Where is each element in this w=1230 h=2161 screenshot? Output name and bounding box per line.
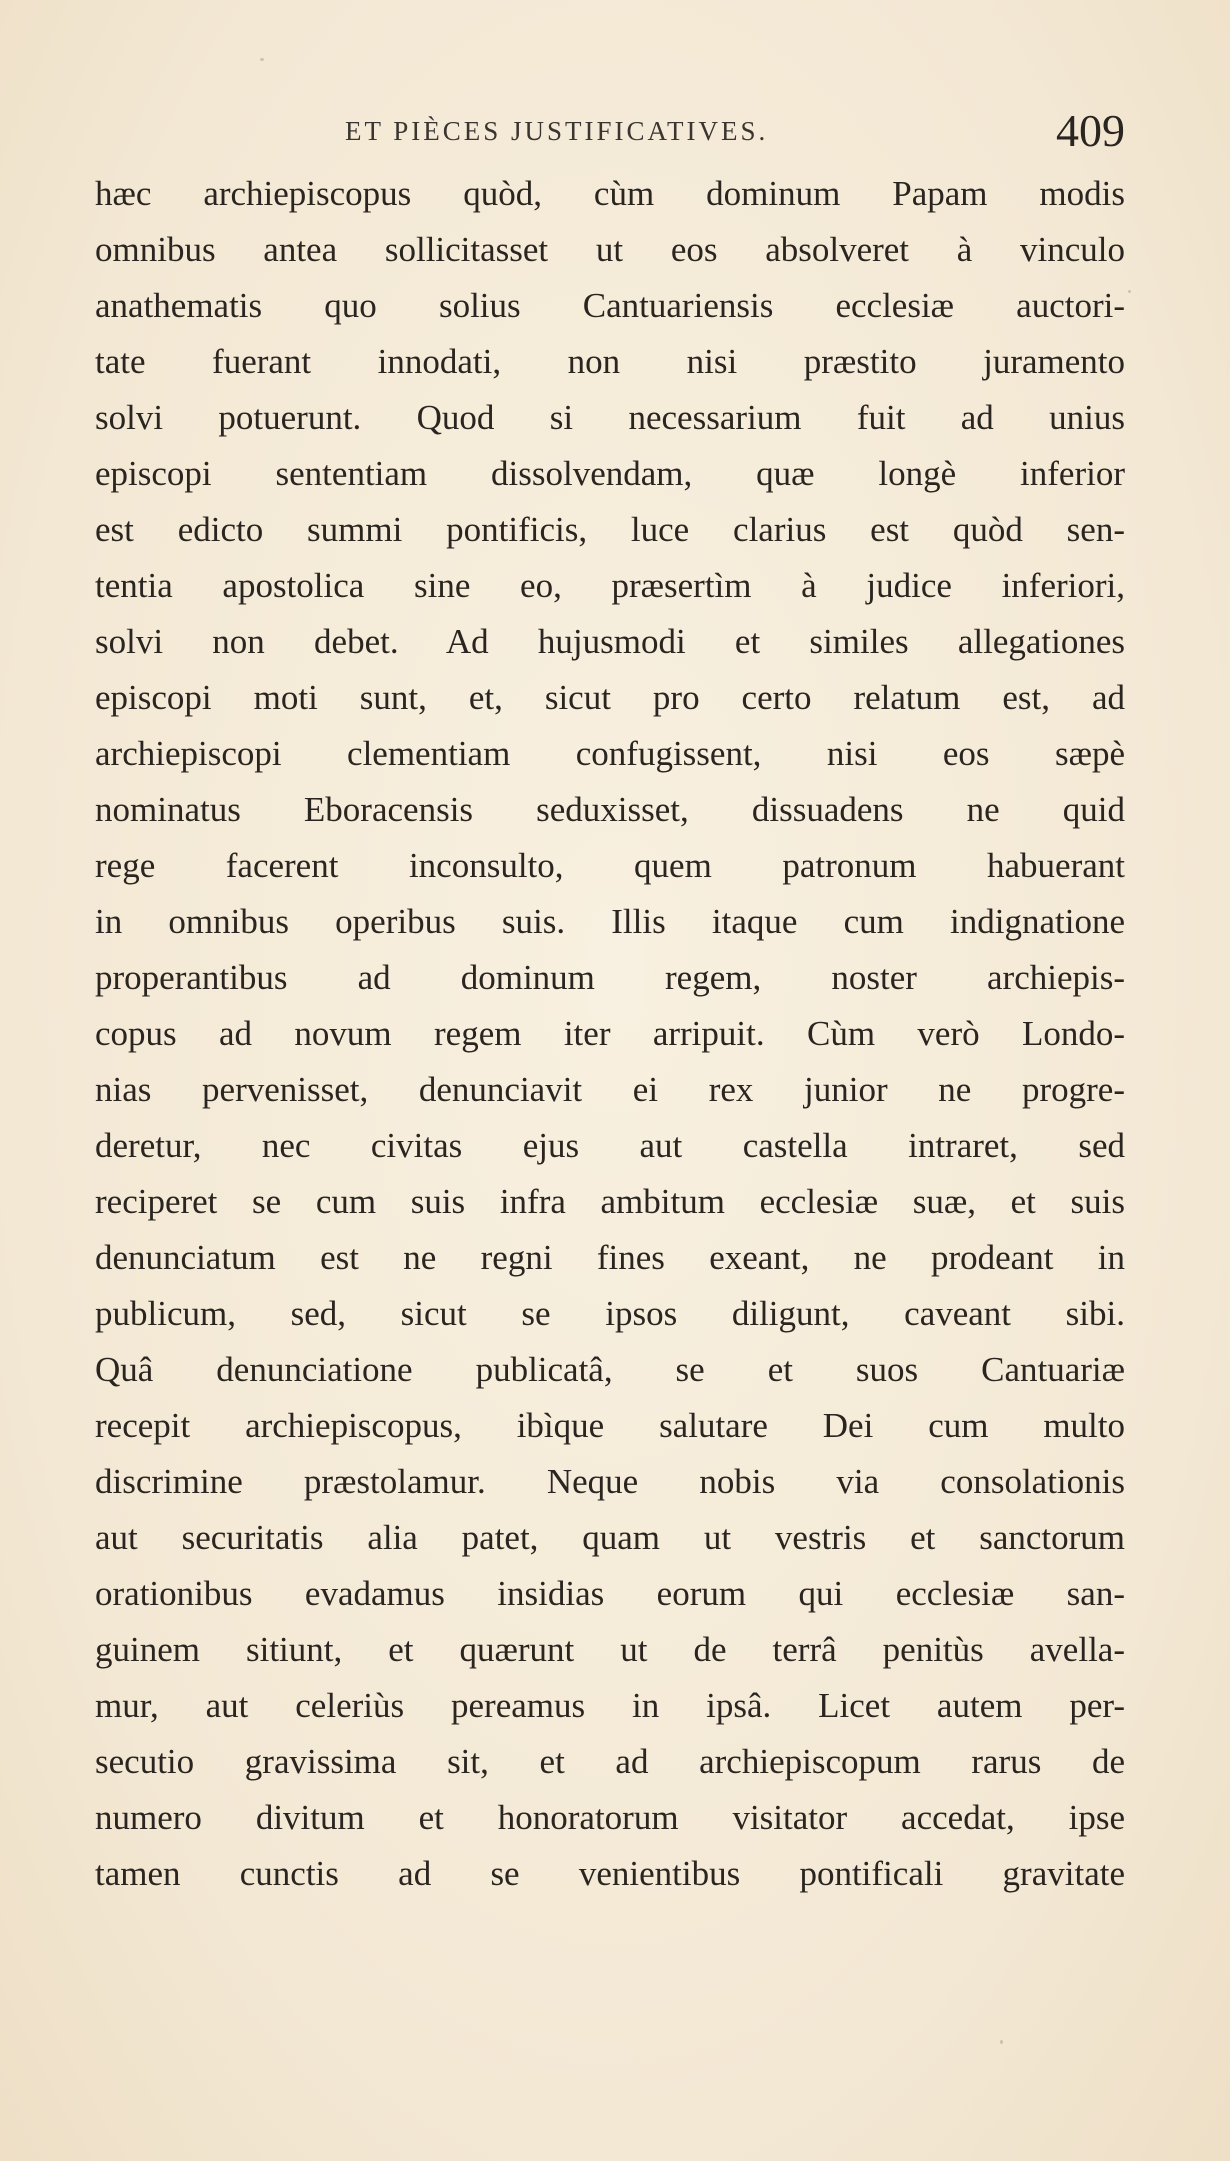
text-line: reciperet se cum suis infra ambitum ecclesiæ suæ, et suis	[95, 1182, 1125, 1221]
text-line: deretur, nec civitas ejus aut castella intraret, sed	[95, 1126, 1125, 1165]
paper-speck	[1128, 290, 1131, 293]
text-line: episcopi moti sunt, et, sicut pro certo relatum est, ad	[95, 678, 1125, 717]
body-text	[95, 166, 1125, 1902]
text-line: copus ad novum regem iter arripuit. Cùm verò Londo-	[95, 1014, 1125, 1053]
paper-speck	[260, 58, 264, 61]
text-line: tate fuerant innodati, non nisi præstito juramento	[95, 342, 1125, 381]
text-line: nominatus Eboracensis seduxisset, dissuadens ne quid	[95, 790, 1125, 829]
text-line: solvi potuerunt. Quod si necessarium fuit ad unius	[95, 398, 1125, 437]
text-line: denunciatum est ne regni fines exeant, ne prodeant in	[95, 1238, 1125, 1277]
text-line: nias pervenisset, denunciavit ei rex junior ne progre-	[95, 1070, 1125, 1109]
text-line: Quâ denunciatione publicatâ, se et suos Cantuariæ	[95, 1350, 1125, 1389]
text-line: rege facerent inconsulto, quem patronum habuerant	[95, 846, 1125, 885]
running-title: ET PIÈCES JUSTIFICATIVES.	[345, 116, 769, 146]
text-line: tamen cunctis ad se venientibus pontificali gravitate	[95, 1854, 1125, 1893]
paper-speck	[1000, 2040, 1003, 2044]
text-line: hæc archiepiscopus quòd, cùm dominum Papam modis	[95, 174, 1125, 213]
text-line: tentia apostolica sine eo, præsertìm à judice inferiori,	[95, 566, 1125, 605]
text-line: anathematis quo solius Cantuariensis ecclesiæ auctori-	[95, 286, 1125, 325]
text-line: mur, aut celeriùs pereamus in ipsâ. Licet autem per-	[95, 1686, 1125, 1725]
text-line: recepit archiepiscopus, ibìque salutare Dei cum multo	[95, 1406, 1125, 1445]
page-header	[95, 104, 1125, 164]
text-line: in omnibus operibus suis. Illis itaque cum indignatione	[95, 902, 1125, 941]
text-line: secutio gravissima sit, et ad archiepiscopum rarus de	[95, 1742, 1125, 1781]
text-line: solvi non debet. Ad hujusmodi et similes allegationes	[95, 622, 1125, 661]
text-line: orationibus evadamus insidias eorum qui ecclesiæ san-	[95, 1574, 1125, 1613]
text-line: archiepiscopi clementiam confugissent, nisi eos sæpè	[95, 734, 1125, 773]
text-line: discrimine præstolamur. Neque nobis via consolationis	[95, 1462, 1125, 1501]
text-line: guinem sitiunt, et quærunt ut de terrâ penitùs avella-	[95, 1630, 1125, 1669]
text-line: est edicto summi pontificis, luce clarius est quòd sen-	[95, 510, 1125, 549]
text-line: publicum, sed, sicut se ipsos diligunt, caveant sibi.	[95, 1294, 1125, 1333]
text-line: properantibus ad dominum regem, noster archiepis-	[95, 958, 1125, 997]
text-line: numero divitum et honoratorum visitator accedat, ipse	[95, 1798, 1125, 1837]
text-line: omnibus antea sollicitasset ut eos absolveret à vinculo	[95, 230, 1125, 269]
text-line: episcopi sententiam dissolvendam, quæ longè inferior	[95, 454, 1125, 493]
page-number: 409	[1056, 105, 1125, 156]
text-line: aut securitatis alia patet, quam ut vestris et sanctorum	[95, 1518, 1125, 1557]
